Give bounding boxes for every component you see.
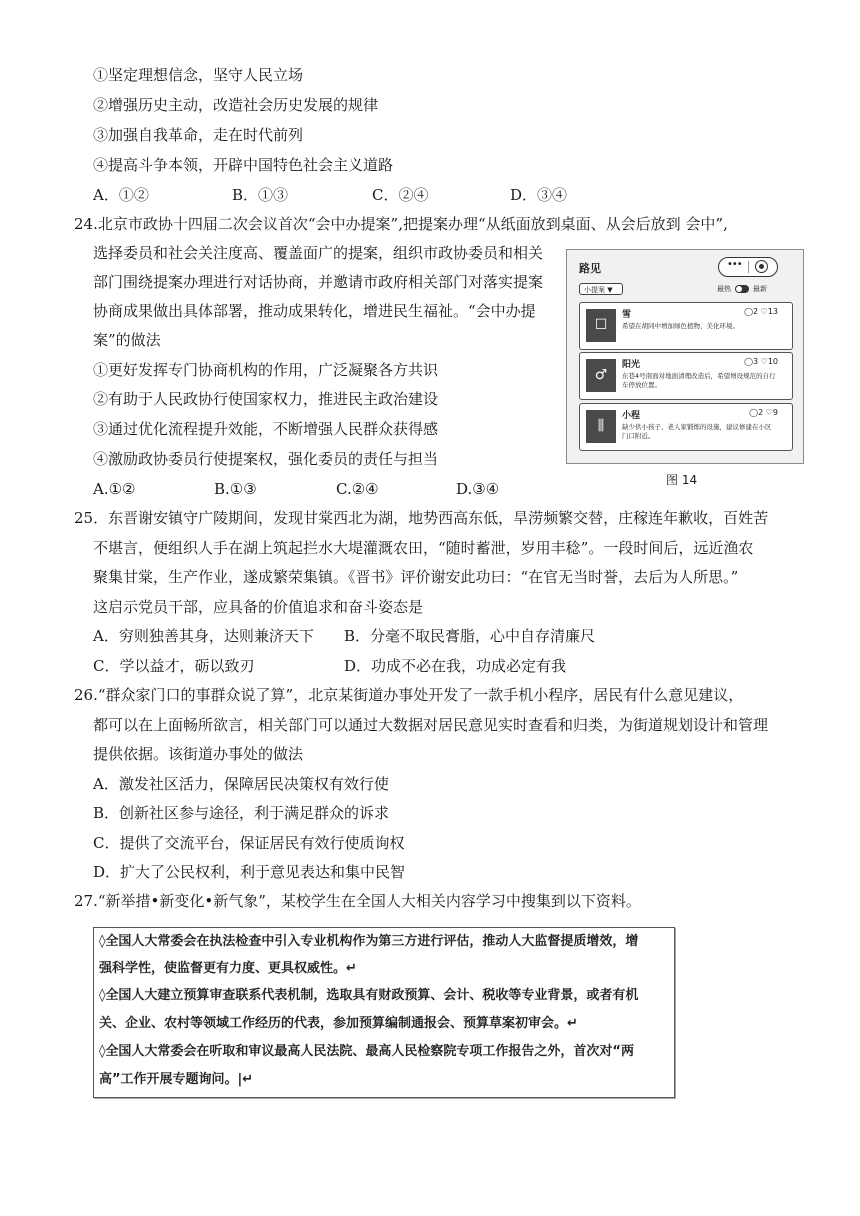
q25-option-b: B．分毫不取民膏脂，心中自存清廉尺 bbox=[344, 627, 596, 645]
material-line-6: 高”工作开展专题询问。|↵ bbox=[99, 1072, 254, 1087]
capsule-divider bbox=[748, 261, 749, 273]
sort-new-label: 最新 bbox=[753, 285, 767, 293]
q24-statement-3: ③通过优化流程提升效能，不断增强人民群众获得感 bbox=[93, 420, 439, 438]
card-text: 缺少供小孩子、老人家锻炼的设施，建议修建在小区门口附近。 bbox=[622, 423, 772, 440]
q26-line-2: 都可以在上面畅所欲言，相关部门可以通过大数据对居民意见实时查看和归类，为街道规划设计和管理 bbox=[93, 716, 769, 734]
suggestion-card bbox=[579, 352, 793, 400]
material-box bbox=[93, 927, 675, 1098]
card-text: 希望在胡同中增加绿色植物，美化环境。 bbox=[622, 322, 739, 330]
record-icon bbox=[755, 260, 768, 273]
material-line-1: ◊全国人大常委会在执法检查中引入专业机构作为第三方进行评估，推动人大监督提质增效，增 bbox=[99, 934, 639, 949]
avatar: ☐ bbox=[586, 309, 616, 342]
q23-statement-2: ②增强历史主动，改造社会历史发展的规律 bbox=[93, 96, 379, 114]
filter-dropdown: 小提案 ▼ bbox=[579, 283, 623, 295]
q26-option-a: A．激发社区活力，保障居民决策权有效行使 bbox=[93, 775, 389, 793]
material-line-4: 关、企业、农村等领域工作经历的代表，参加预算编制通报会、预算草案初审会。↵ bbox=[99, 1016, 578, 1031]
q24-option-c: C.②④ bbox=[336, 480, 379, 498]
sort-hot-label: 最热 bbox=[717, 285, 731, 293]
q24-statement-2: ②有助于人民政协行使国家权力，推进民主政治建设 bbox=[93, 390, 439, 408]
suggestion-card bbox=[579, 403, 793, 451]
q24-option-a: A.①② bbox=[93, 480, 136, 498]
card-stats: ◯3 ♡10 bbox=[744, 357, 778, 366]
q25-option-d: D．功成不必在我，功成必定有我 bbox=[344, 657, 567, 675]
q24-line-4: 协商成果做出具体部署，推动成果转化，增进民生福祉。“会中办提 bbox=[93, 302, 536, 320]
figure-14-app-screenshot bbox=[566, 249, 804, 464]
q26-option-d: D．扩大了公民权利，利于意见表达和集中民智 bbox=[93, 863, 406, 881]
card-text: 东巷4号南面对地面清理改造后，希望增设规范的自行车停放位置。 bbox=[622, 372, 776, 389]
card-author: 小程 bbox=[622, 411, 641, 421]
q23-statement-4: ④提高斗争本领，开辟中国特色社会主义道路 bbox=[93, 156, 394, 174]
mini-program-capsule bbox=[718, 257, 778, 277]
avatar: ⫼ bbox=[586, 410, 616, 443]
card-author: 阳光 bbox=[622, 360, 641, 370]
q26-line-1: 26.“群众家门口的事群众说了算”，北京某街道办事处开发了一款手机小程序，居民有什么意见建议， bbox=[74, 686, 744, 704]
q26-option-b: B．创新社区参与途径，利于满足群众的诉求 bbox=[93, 804, 390, 822]
q26-line-3: 提供依据。该街道办事处的做法 bbox=[93, 745, 304, 763]
q24-line-5: 案”的做法 bbox=[93, 331, 161, 349]
q24-statement-4: ④激励政协委员行使提案权，强化委员的责任与担当 bbox=[93, 450, 439, 468]
q27-line-1: 27.“新举措•新变化•新气象”，某校学生在全国人大相关内容学习中搜集到以下资料。 bbox=[74, 892, 641, 910]
q26-option-c: C．提供了交流平台，保证居民有效行使质询权 bbox=[93, 834, 405, 852]
q25-line-1: 25．东晋谢安镇守广陵期间，发现甘棠西北为湖，地势西高东低，旱涝频繁交替，庄稼连年歉收，百姓苦 bbox=[74, 509, 769, 527]
sort-toggle bbox=[735, 285, 749, 293]
figure-caption: 图 14 bbox=[666, 473, 698, 487]
q25-line-4: 这启示党员干部，应具备的价值追求和奋斗姿态是 bbox=[93, 598, 424, 616]
app-title: 路见 bbox=[579, 262, 601, 275]
q24-line-1: 24.北京市政协十四届二次会议首次“会中办提案”,把提案办理“从纸面放到桌面、从会后放到 会中”, bbox=[74, 215, 728, 233]
card-author: 雪 bbox=[622, 310, 632, 320]
material-line-3: ◊全国人大建立预算审查联系代表机制，选取具有财政预算、会计、税收等专业背景，或者有机 bbox=[99, 988, 639, 1003]
material-line-2: 强科学性，使监督更有力度、更具权威性。↵ bbox=[99, 961, 357, 976]
more-dots-icon: ••• bbox=[727, 259, 742, 270]
q24-line-2: 选择委员和社会关注度高、覆盖面广的提案，组织市政协委员和相关 bbox=[93, 244, 544, 262]
q25-line-2: 不堪言，便组织人手在湖上筑起拦水大堤灌溉农田，“随时蓄泄，岁用丰稔”。一段时间后，远近渔农 bbox=[93, 539, 754, 557]
q23-option-c: C．②④ bbox=[372, 186, 429, 204]
q24-statement-1: ①更好发挥专门协商机构的作用，广泛凝聚各方共识 bbox=[93, 361, 439, 379]
material-line-5: ◊全国人大常委会在听取和审议最高人民法院、最高人民检察院专项工作报告之外，首次对“两 bbox=[99, 1044, 634, 1059]
q25-option-a: A．穷则独善其身，达则兼济天下 bbox=[93, 627, 314, 645]
q24-option-b: B.①③ bbox=[214, 480, 257, 498]
card-stats: ◯2 ♡13 bbox=[744, 307, 778, 316]
q23-option-d: D．③④ bbox=[510, 186, 568, 204]
q23-option-b: B．①③ bbox=[232, 186, 289, 204]
q23-statement-1: ①坚定理想信念，坚守人民立场 bbox=[93, 66, 304, 84]
q23-option-a: A．①② bbox=[93, 186, 149, 204]
q24-line-3: 部门围绕提案办理进行对话协商，并邀请市政府相关部门对落实提案 bbox=[93, 273, 544, 291]
card-stats: ◯2 ♡9 bbox=[749, 408, 778, 417]
q25-option-c: C．学以益才，砺以致刃 bbox=[93, 657, 255, 675]
avatar: ♂ bbox=[586, 359, 616, 392]
q24-option-d: D.③④ bbox=[456, 480, 500, 498]
q25-line-3: 聚集甘棠，生产作业，遂成繁荣集镇。《晋书》评价谢安此功曰：“在官无当时誉，去后为人所思。” bbox=[93, 568, 739, 586]
suggestion-card bbox=[579, 302, 793, 350]
q23-statement-3: ③加强自我革命，走在时代前列 bbox=[93, 126, 304, 144]
